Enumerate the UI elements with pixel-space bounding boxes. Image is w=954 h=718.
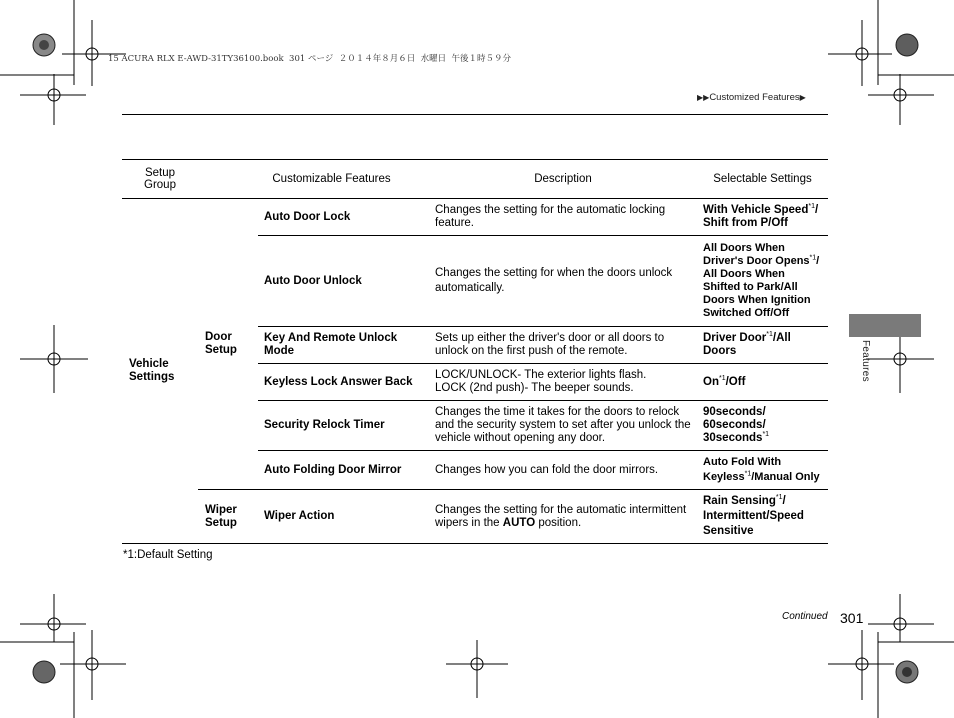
table-row — [122, 490, 828, 544]
feature-settings: Driver Door$^{*1}$/All Doors — [697, 327, 828, 364]
table-header-row — [122, 160, 828, 199]
header-settings: Selectable Settings — [697, 160, 828, 199]
footnote: *1:Default Setting — [123, 549, 213, 561]
page-number: 301 — [840, 610, 864, 626]
breadcrumb — [697, 92, 806, 103]
feature-description: Changes the setting for when the doors unlock automatically. — [429, 236, 697, 327]
feature-settings: All Doors When Driver's Door Opens$^{*1}$/ All Doors When Shifted to Park/All Doors When Ignition Switched Off/Off — [697, 236, 828, 327]
feature-settings: On$^{*1}$/Off — [697, 364, 828, 401]
continued-label: Continued — [782, 611, 828, 622]
header-description: Description — [429, 160, 697, 199]
feature-name: Security Relock Timer — [258, 401, 429, 451]
top-rule — [122, 114, 828, 115]
feature-description: LOCK/UNLOCK- The exterior lights flash. LOCK (2nd push)- The beeper sounds. — [429, 364, 697, 401]
feature-settings: With Vehicle Speed$^{*1}$/ Shift from P/Off — [697, 199, 828, 236]
section-tab[interactable] — [849, 314, 921, 337]
subgroup-wiper-setup: Wiper Setup — [198, 490, 258, 544]
feature-description: Sets up either the driver's door or all doors to unlock on the first push of the remote. — [429, 327, 697, 364]
subgroup-door-setup: Door Setup — [198, 199, 258, 490]
double-arrow-icon: ▶▶ — [697, 93, 710, 102]
feature-description: Changes how you can fold the door mirrors. — [429, 451, 697, 490]
feature-settings: Auto Fold With Keyless$^{*1}$/Manual Only — [697, 451, 828, 490]
feature-name: Wiper Action — [258, 490, 429, 544]
feature-name: Auto Door Unlock — [258, 236, 429, 327]
breadcrumb-link[interactable]: Customized Features — [709, 92, 800, 103]
header-setup-group: Setup Group — [122, 160, 198, 199]
settings-table — [122, 159, 828, 544]
group-vehicle-settings: Vehicle Settings — [122, 199, 198, 544]
feature-name: Auto Folding Door Mirror — [258, 451, 429, 490]
feature-settings: Rain Sensing$^{*1}$/ Intermittent/Speed Sensitive — [697, 490, 828, 544]
feature-settings: 90seconds/ 60seconds/ 30seconds$^{*1}$ — [697, 401, 828, 451]
arrow-icon: ▶ — [799, 93, 806, 102]
header-features: Customizable Features — [198, 160, 429, 199]
section-tab-label: Features — [860, 340, 871, 382]
feature-description: Changes the time it takes for the doors to relock and the security system to set after you unlock the vehicle without opening any door. — [429, 401, 697, 451]
feature-name: Keyless Lock Answer Back — [258, 364, 429, 401]
table-row — [122, 199, 828, 236]
print-header: 15 ACURA RLX E-AWD-31TY36100.book 301 ページ ２０１４年８月６日 水曜日 午後１時５９分 — [108, 54, 512, 64]
feature-description: Changes the setting for the automatic intermittent wipers in the AUTO position. — [429, 490, 697, 544]
feature-description: Changes the setting for the automatic locking feature. — [429, 199, 697, 236]
feature-name: Key And Remote Unlock Mode — [258, 327, 429, 364]
feature-name: Auto Door Lock — [258, 199, 429, 236]
